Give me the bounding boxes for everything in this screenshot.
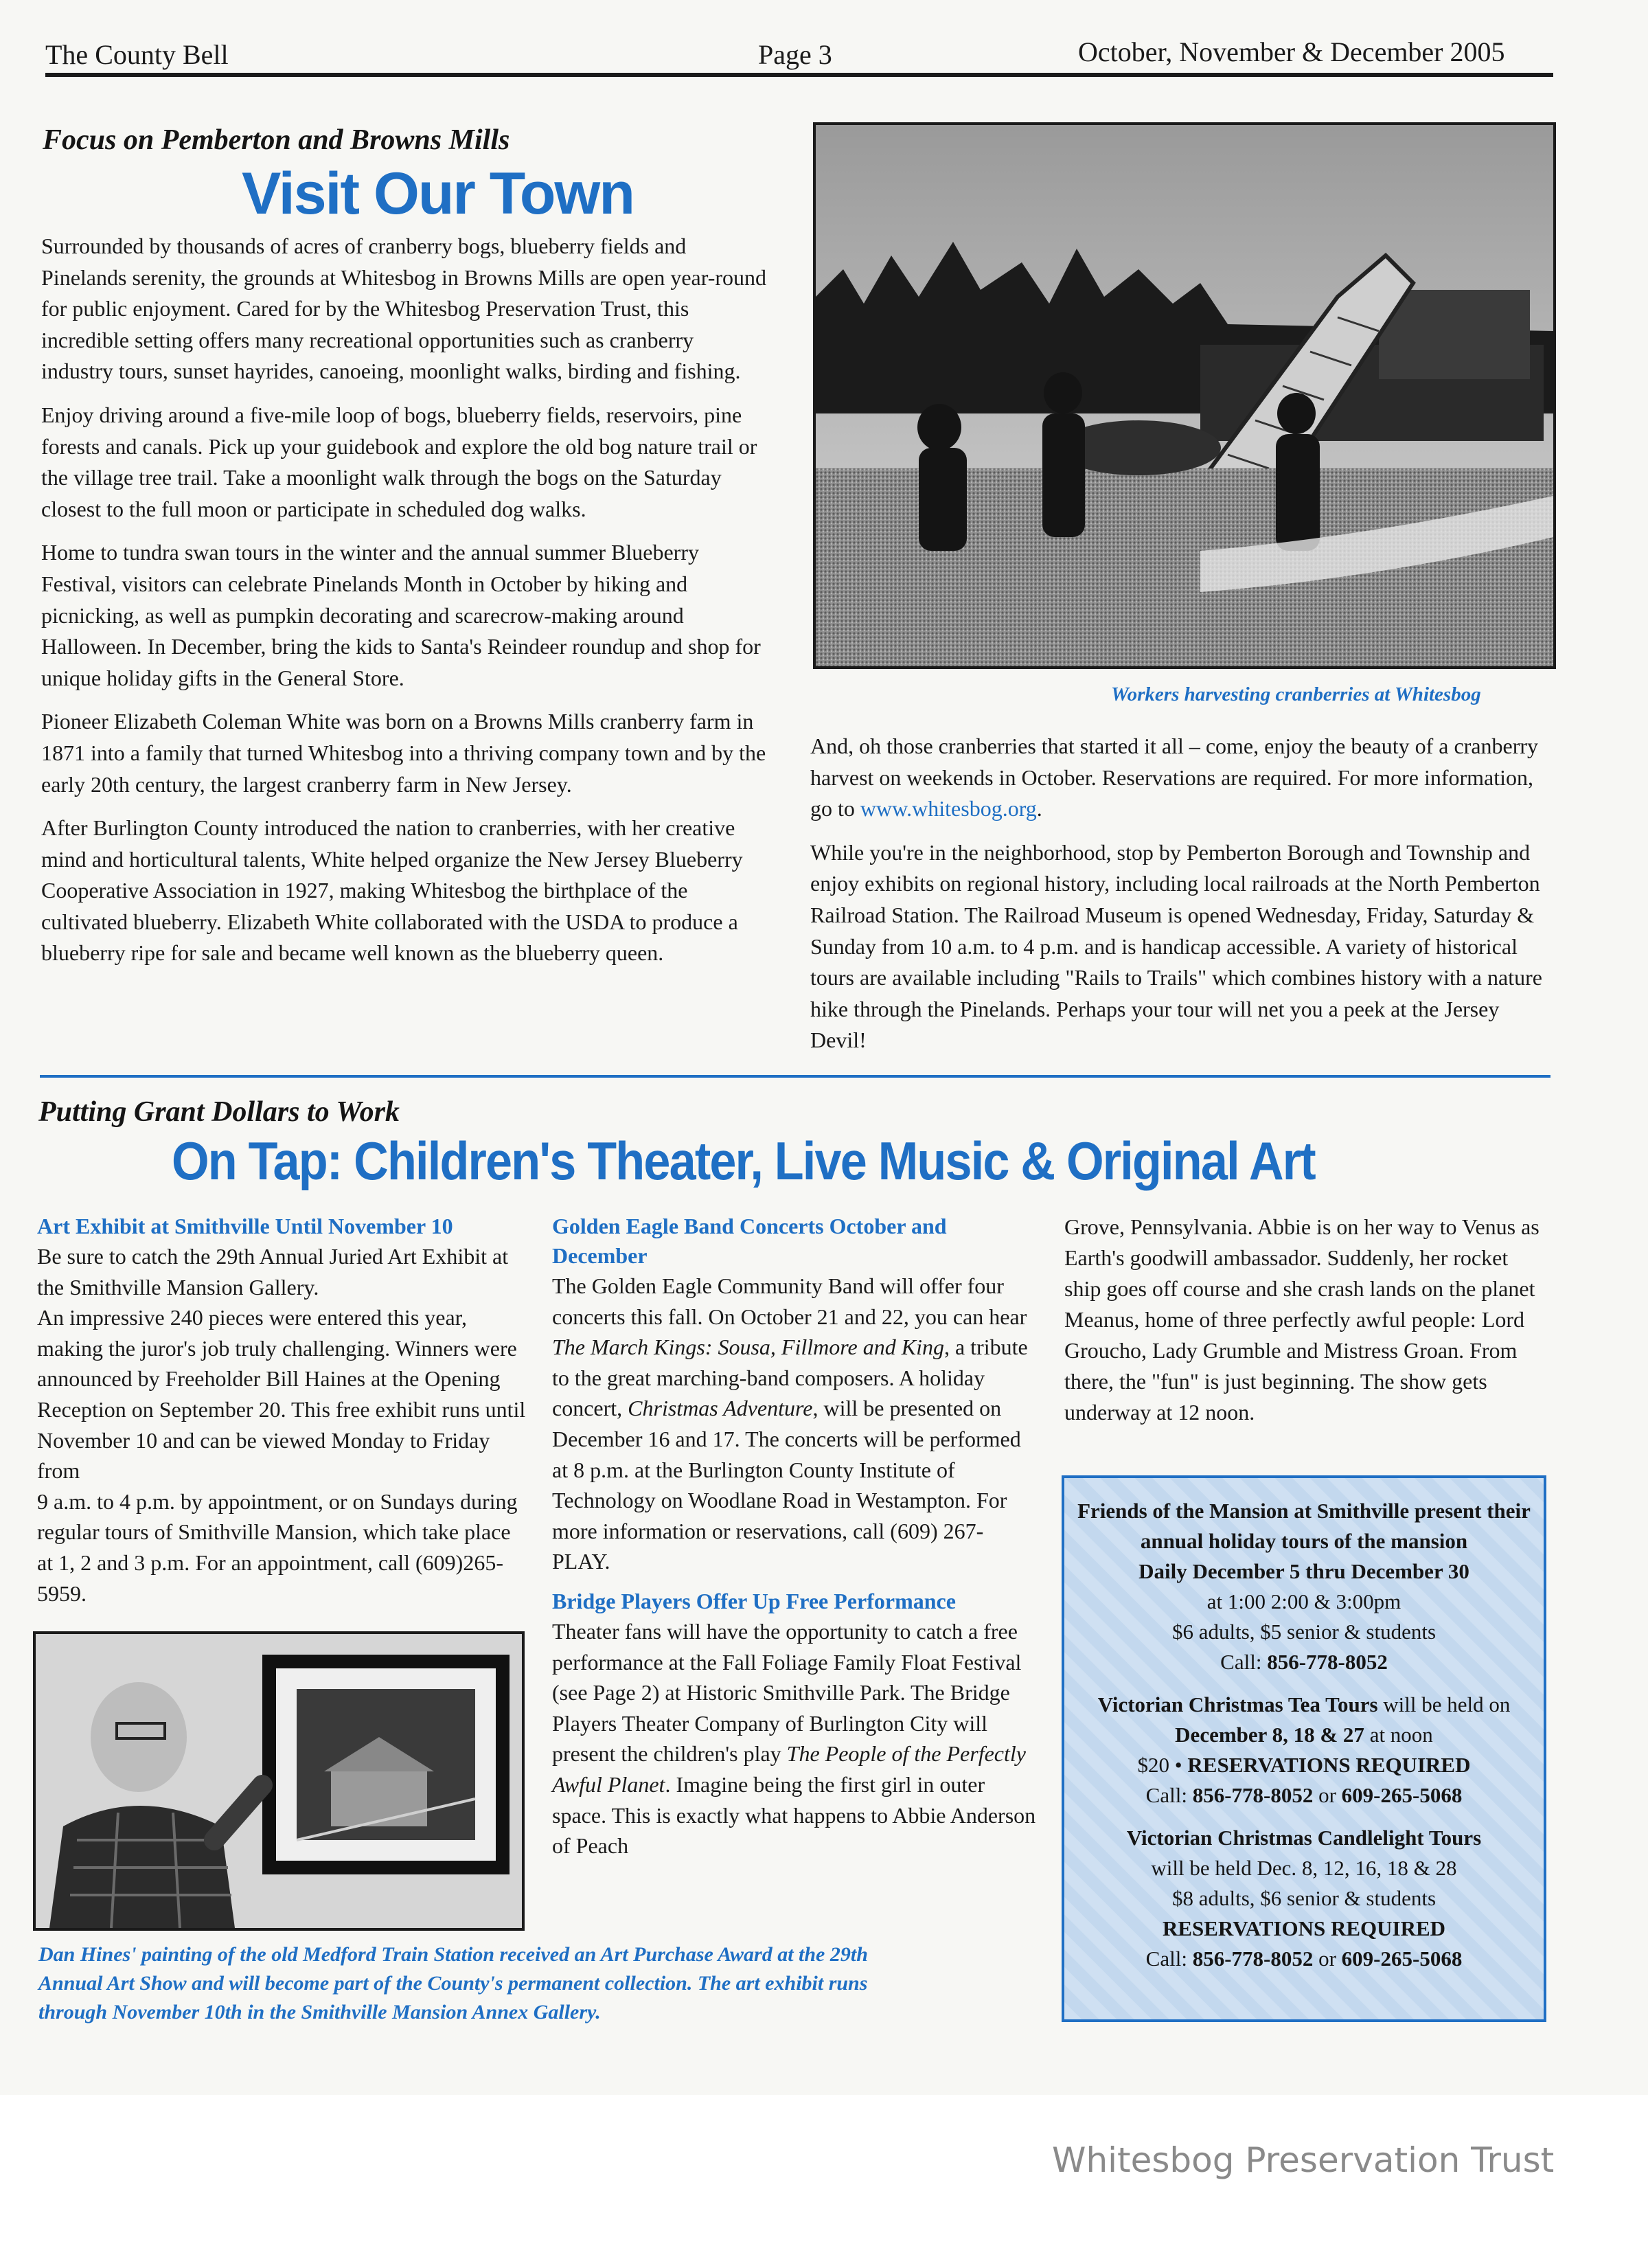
play-title: The People of the Perfectly Awful Planet: [552, 1741, 1026, 1797]
header-date: October, November & December 2005: [1078, 36, 1505, 67]
mansion-tours-times: at 1:00 2:00 & 3:00pm: [1206, 1589, 1401, 1613]
art-exhibit-subhead: Art Exhibit at Smithville Until November 10: [37, 1214, 453, 1238]
cranberry-harvest-illustration: [816, 125, 1553, 666]
top-paragraph: Surrounded by thousands of acres of cranberry bogs, blueberry fields and Pinelands serenity, the grounds at Whitesbog in Browns Mills are open year-round for public enjoyment. Cared for by the Whitesbog Preservation Trust, this incredible setting offers many recreational opportunities such as cranberry industry tours, sunset hayrides, canoeing, moonlight walks, birding and fishing.: [41, 234, 767, 384]
top-right-paragraph: While you're in the neighborhood, stop by Pemberton Borough and Township and enjoy exhibits on regional history, including local railroads at the North Pemberton Railroad Station. The Railroad Museum is opened Wednesday, Friday, Saturday & Sunday from 10 a.m. to 4 p.m. and is handicap accessible. A variety of historical tours are available including "Rails to Trails" which combines history with a nature hike through the Pinelands. Perhaps your tour will net you a peek at the Jersey Devil!: [810, 839, 1542, 1053]
mansion-tours-dates: Daily December 5 thru December 30: [1138, 1559, 1469, 1583]
right-paragraph-end: .: [1036, 796, 1042, 821]
holiday-tours-box: [1062, 1475, 1546, 2022]
call-label: Call:: [1145, 1947, 1193, 1971]
art-exhibit-paragraph: An impressive 240 pieces were entered this year, making the juror's job truly challenging. Winners were announced by Freeholder Bill Haines at the Opening Reception on September 20. This free exhibit runs until November 10 and can be viewed Monday to Friday from: [37, 1305, 526, 1484]
bridge-text: . Imagine being the first girl in outer space. This is exactly what happens to Abbie Anderson of Peach: [552, 1771, 1036, 1859]
right-paragraph-text: And, oh those cranberries that started it all – come, enjoy the beauty of a cranberry harvest on weekends in October. Reservations are required. For more information, go to: [810, 734, 1539, 821]
tea-tours-text: will be held on: [1377, 1692, 1511, 1716]
or-text: or: [1313, 1947, 1342, 1971]
bridge-text: Theater fans will have the opportunity to catch a free performance at the Fall Foliage Family Float Festival (see Page 2) at Historic Smithville Park. The Bridge Players Theater Company of Burlington City will present the children's play: [552, 1618, 1022, 1767]
cranberry-harvest-photo: [813, 122, 1556, 669]
tea-tours-text: at noon: [1364, 1723, 1433, 1747]
bottom-kicker: Putting Grant Dollars to Work: [38, 1096, 400, 1128]
painting-photo-caption: Dan Hines' painting of the old Medford Train Station received an Art Purchase Award at the 29th Annual Art Show and will become part of the County's permanent collection. The art exhibit runs through November 10th in the Smithville Mansion Annex Gallery.: [38, 1943, 868, 2023]
tea-tours-price: $20 •: [1137, 1753, 1188, 1777]
top-left-column: [41, 231, 769, 982]
band-text: , a tribute to the great marching-band composers. A holiday concert,: [552, 1335, 1028, 1421]
tea-reservations-required: RESERVATIONS REQUIRED: [1187, 1753, 1471, 1777]
band-text: The Golden Eagle Community Band will offer four concerts this fall. On October 21 and 22, you can hear: [552, 1273, 1027, 1329]
header-page-number: Page 3: [758, 39, 832, 70]
art-exhibit-paragraph: Be sure to catch the 29th Annual Juried Art Exhibit at the Smithville Mansion Gallery.: [37, 1244, 509, 1300]
or-text: or: [1313, 1783, 1342, 1807]
bottom-column-3: [1064, 1212, 1549, 1428]
top-headline: Visit Our Town: [242, 161, 634, 227]
tea-tours-title: Victorian Christmas Tea Tours: [1097, 1692, 1378, 1716]
harvest-photo-caption: Workers harvesting cranberries at Whitesbog: [1111, 683, 1481, 705]
top-paragraph: Enjoy driving around a five-mile loop of bogs, blueberry fields, reservoirs, pine forests and canals. Pick up your guidebook and explore the old bog nature trail or the village tree trail. Take a moonlight walk through the bogs on the Saturday closest to the full moon or participate in scheduled dog walks.: [41, 402, 757, 521]
band-concert-title: The March Kings: Sousa, Fillmore and King: [552, 1335, 944, 1360]
top-paragraph: After Burlington County introduced the nation to cranberries, with her creative mind and horticultural talents, White helped organize the New Jersey Blueberry Cooperative Association in 1927, making Whitesbog the birthplace of the cultivated blueberry. Elizabeth White collaborated with the USDA to produce a blueberry ripe for sale and became well known as the blueberry queen.: [41, 815, 743, 966]
section-divider: [40, 1075, 1550, 1078]
tea-phone-2: 609-265-5068: [1341, 1783, 1463, 1807]
bridge-players-paragraph: [552, 1616, 1041, 1861]
candlelight-reservations-required: RESERVATIONS REQUIRED: [1162, 1916, 1446, 1940]
header-rule: [45, 73, 1553, 77]
candlelight-tours-prices: $8 adults, $6 senior & students: [1171, 1886, 1437, 1910]
call-label: Call:: [1145, 1783, 1193, 1807]
mansion-tours-title: Friends of the Mansion at Smithville present their annual holiday tours of the mansion: [1077, 1499, 1531, 1553]
bottom-column-2: [552, 1212, 1041, 1861]
footer-credit: Whitesbog Preservation Trust: [1052, 2140, 1555, 2180]
top-paragraph: Home to tundra swan tours in the winter and the annual summer Blueberry Festival, visitors can celebrate Pinelands Month in October by hiking and picnicking, as well as pumpkin decorating and scarecrow-making around Halloween. In December, bring the kids to Santa's Reindeer roundup and shop for unique holiday gifts in the General Store.: [41, 540, 761, 690]
mansion-phone: 856-778-8052: [1267, 1650, 1388, 1674]
call-label: Call:: [1220, 1650, 1268, 1674]
band-text: , will be presented on December 16 and 17. The concerts will be performed at 8 p.m. at the Burlington County Institute of Technology on Woodlane Road in Westampton. For more information or reservations, call (609) 267-PLAY.: [552, 1396, 1021, 1574]
candlelight-tours-title: Victorian Christmas Candlelight Tours: [1126, 1826, 1482, 1850]
band-concerts-subhead: Golden Eagle Band Concerts October and December: [552, 1214, 947, 1268]
band-concerts-paragraph: [552, 1271, 1041, 1577]
mansion-tours-prices: $6 adults, $5 senior & students: [1171, 1620, 1437, 1644]
top-paragraph: Pioneer Elizabeth Coleman White was born on a Browns Mills cranberry farm in 1871 into a family that turned Whitesbog into a thriving company town and by the early 20th century, the largest cranberry farm in New Jersey.: [41, 709, 766, 797]
candlelight-phone-2: 609-265-5068: [1341, 1947, 1463, 1971]
candlelight-tours-block: [1077, 1823, 1531, 1974]
top-right-column: [810, 731, 1553, 1069]
whitesbog-website-link[interactable]: www.whitesbog.org: [860, 796, 1037, 821]
tea-tours-block: [1077, 1690, 1531, 1811]
tea-phone-1: 856-778-8052: [1192, 1783, 1314, 1807]
bottom-column-1: [37, 1212, 531, 1609]
header-publication: The County Bell: [45, 39, 229, 70]
candlelight-phone-1: 856-778-8052: [1192, 1947, 1314, 1971]
painting-award-photo: [33, 1631, 525, 1931]
tea-tours-dates: December 8, 18 & 27: [1175, 1723, 1364, 1747]
artist-with-painting-illustration: [36, 1634, 522, 1928]
candlelight-tours-dates: will be held Dec. 8, 12, 16, 18 & 28: [1151, 1856, 1457, 1880]
bridge-players-subhead: Bridge Players Offer Up Free Performance: [552, 1588, 956, 1613]
top-kicker: Focus on Pemberton and Browns Mills: [43, 124, 510, 156]
holiday-concert-title: Christmas Adventure: [628, 1396, 813, 1421]
play-continuation-text: Grove, Pennsylvania. Abbie is on her way to Venus as Earth's goodwill ambassador. Suddenly, her rocket ship goes off course and she crash lands on the planet Meanus, home of three perfectly awful people: Lord Groucho, Lady Grumble and Mistress Groan. From there, the "fun" is just beginning. The show gets underway at 12 noon.: [1064, 1214, 1540, 1425]
top-right-paragraph: [810, 731, 1553, 825]
art-exhibit-paragraph: 9 a.m. to 4 p.m. by appointment, or on Sundays during regular tours of Smithville Mansion, which take place at 1, 2 and 3 p.m. For an appointment, call (609)265-5959.: [37, 1488, 518, 1606]
bottom-headline: On Tap: Children's Theater, Live Music & Original Art: [172, 1131, 1315, 1191]
mansion-tours-block: [1077, 1496, 1531, 1677]
